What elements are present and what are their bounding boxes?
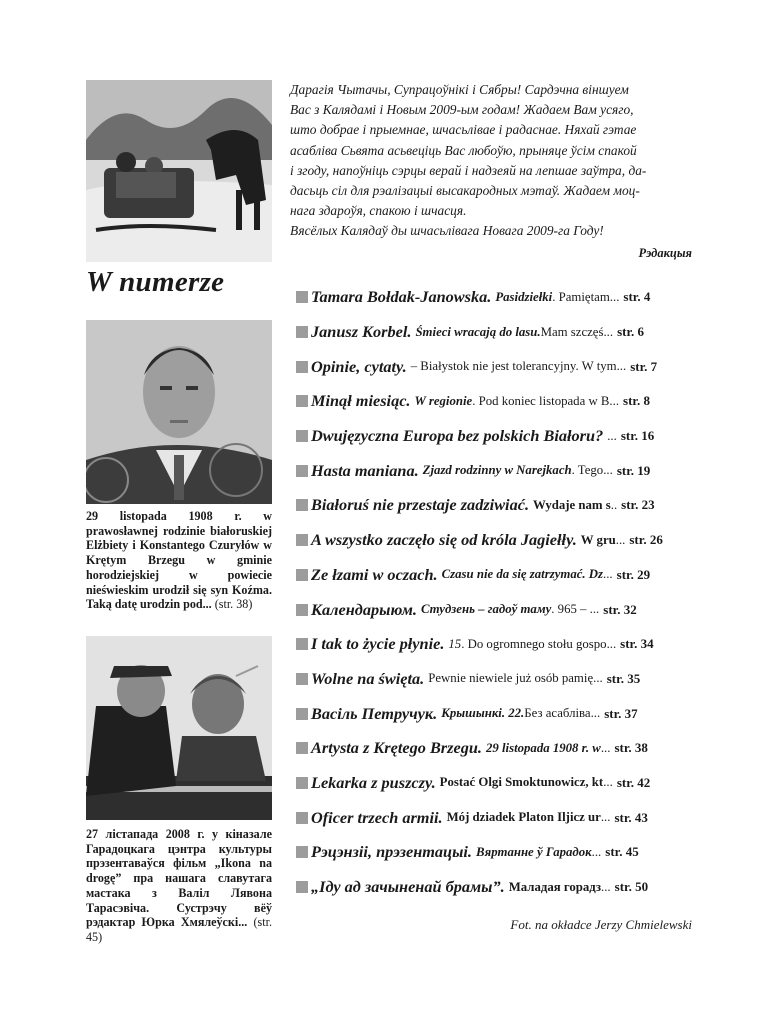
toc-entry[interactable]	[296, 870, 692, 905]
toc-entry[interactable]	[296, 558, 692, 593]
toc-title: I tak to życie płynie.	[311, 634, 445, 654]
square-bullet-icon	[296, 499, 308, 511]
toc-lead: Wydaje nam s	[533, 497, 611, 512]
toc-lead-rest: ...	[600, 810, 611, 825]
square-bullet-icon	[296, 638, 308, 650]
toc-entry[interactable]	[296, 731, 692, 766]
toc-title: Tamara Bołdak-Janowska.	[311, 287, 492, 307]
sleigh-photo	[86, 80, 272, 262]
toc-page-number: str. 26	[629, 532, 663, 548]
portrait-photo	[86, 320, 272, 504]
toc-page-number: str. 35	[606, 670, 641, 686]
toc-page-number: str. 42	[616, 774, 651, 790]
toc-lead-rest: Без асабліва...	[524, 706, 601, 721]
toc-entry[interactable]	[296, 800, 692, 835]
square-bullet-icon	[296, 430, 308, 442]
toc-page-number: str. 19	[616, 462, 651, 478]
square-bullet-icon	[296, 777, 308, 789]
square-bullet-icon	[296, 846, 308, 858]
toc-entry[interactable]	[296, 592, 692, 627]
toc-title: Białoruś nie przestaje zadziwiać.	[311, 495, 530, 515]
toc-lead-rest: ..	[610, 497, 618, 512]
toc-page-number: str. 8	[623, 393, 650, 409]
square-bullet-icon	[296, 742, 308, 754]
toc-page-number: str. 7	[630, 358, 658, 374]
greeting-line: што добрае і прыемнае, шчасьлівае і радаснае. Няхай гэтае	[290, 122, 637, 138]
photo-caption	[86, 827, 272, 945]
toc-lead: Крышынкі. 22.	[441, 706, 525, 721]
caption-text: 27 лістапада 2008 г. у кіназале Гарадоцкага цэнтра культуры прэзентаваўся фільм „Ikona na drogę” пра нашага славутага мастака з Валіл Лявона Тарасэвіча. Сустрэчу вёў рэдактар Юрка Хмялеўскі...	[86, 827, 272, 930]
greeting-line: Вясёлых Калядаў ды шчасьлівага Новага 2009-га Году!	[290, 223, 604, 239]
toc-lead: W regionie	[414, 393, 473, 408]
toc-title: A wszystko zaczęło się od króla Jagiełły.	[311, 530, 577, 550]
toc-lead: Pasidziełki	[495, 289, 553, 304]
toc-lead: W gru	[580, 532, 616, 547]
caption-text: 29 listopada 1908 r. w prawosławnej rodzinie białoruskiej Elżbiety i Konstantego Czuryłów w Krętym Brzegu w gminie horodziejskiej w powiecie nieświeskim urodził się syn Koźma. Taką datę urodzin pod...	[86, 509, 272, 612]
toc-page-number: str. 4	[623, 289, 651, 305]
toc-entry[interactable]	[296, 488, 692, 523]
greeting-signature: Рэдакцыя	[638, 245, 692, 260]
toc-lead: – Białystok nie jest tolerancyjny. W tym...	[410, 359, 627, 374]
toc-entry[interactable]	[296, 835, 692, 870]
toc-lead: Маладая горадз	[508, 879, 602, 894]
toc-page-number: str. 45	[605, 844, 639, 860]
toc-entry[interactable]	[296, 315, 692, 350]
film-presentation-photo	[86, 636, 272, 820]
toc-lead-rest: . Pod koniec listopada w B...	[472, 393, 620, 408]
square-bullet-icon	[296, 708, 308, 720]
toc-lead: Студзень – гадоў таму	[420, 602, 552, 617]
square-bullet-icon	[296, 604, 308, 616]
toc-lead: Postać Olgi Smoktunowicz, kt	[439, 775, 604, 790]
toc-lead: 29 listopada 1908 r. w	[485, 740, 601, 755]
square-bullet-icon	[296, 673, 308, 685]
toc-lead-rest: ...	[600, 740, 611, 755]
square-bullet-icon	[296, 534, 308, 546]
section-title: W numerze	[86, 266, 225, 298]
toc-page-number: str. 16	[620, 428, 655, 444]
greeting-line: Вас з Калядамі і Новым 2009-ым годам! Жадаем Вам усяго,	[290, 102, 634, 118]
toc-page-number: str. 38	[614, 740, 648, 756]
photo-caption	[86, 509, 272, 612]
toc-page-number: str. 34	[620, 636, 654, 652]
table-of-contents	[296, 280, 692, 904]
toc-entry[interactable]	[296, 419, 692, 454]
toc-lead-rest: . 965 – ...	[551, 602, 600, 617]
greeting-line: дасьць сіл для рэалізацыі высакародных мэтаў. Жадаем моц-	[290, 183, 640, 199]
toc-lead: Czasu nie da się zatrzymać. Dz	[441, 567, 604, 582]
greeting-line: Дарагія Чытачы, Супрацоўнікі і Сябры! Сардэчна віншуем	[290, 82, 629, 97]
toc-lead: Вяртанне ў Гарадок	[475, 844, 592, 859]
toc-lead-rest: ...	[603, 567, 613, 582]
toc-lead-rest: Mam szczęś...	[540, 324, 614, 339]
toc-entry[interactable]	[296, 453, 692, 488]
greeting-line: нага здароўя, спакою і шчасця.	[290, 203, 467, 219]
toc-lead-rest: ...	[603, 775, 613, 790]
toc-entry[interactable]	[296, 766, 692, 801]
toc-title: Wolne na święta.	[311, 668, 425, 688]
toc-lead: ...	[607, 428, 617, 443]
toc-lead-rest: ...	[591, 844, 602, 859]
toc-title: Lekarka z puszczy.	[311, 772, 436, 792]
toc-title: Hasta maniana.	[311, 460, 419, 480]
toc-title: „Іду ад зачыненай брамы”.	[311, 877, 505, 897]
greeting-line: і згоду, напоўніць сэрцы верай і надзеяй на лепшае заўтра, да-	[290, 162, 647, 178]
toc-lead: Zjazd rodzinny w Narejkach	[422, 463, 572, 478]
toc-title: Ze łzami w oczach.	[311, 564, 438, 584]
toc-page-number: str. 6	[617, 324, 645, 340]
toc-lead-rest: . Do ogromnego stołu gospo...	[461, 636, 617, 651]
toc-title: Dwujęzyczna Europa bez polskich Białoru?	[311, 426, 604, 446]
toc-lead: Mój dziadek Platon Iljicz ur	[446, 810, 601, 825]
square-bullet-icon	[296, 465, 308, 477]
toc-title: Рэцэнзіі, прэзентацыі.	[311, 842, 472, 862]
square-bullet-icon	[296, 881, 308, 893]
toc-title: Janusz Korbel.	[311, 322, 412, 342]
photo-credit: Fot. na okładce Jerzy Chmielewski	[510, 917, 692, 932]
caption-page-ref: (str. 38)	[214, 597, 253, 612]
toc-page-number: str. 50	[614, 879, 649, 895]
toc-lead-rest: ...	[615, 532, 626, 547]
toc-page-number: str. 23	[621, 497, 655, 513]
square-bullet-icon	[296, 569, 308, 581]
toc-lead: Pewnie niewiele już osób pamię...	[428, 671, 603, 686]
toc-title: Васіль Петручук.	[311, 703, 438, 723]
toc-page-number: str. 29	[616, 566, 651, 582]
square-bullet-icon	[296, 326, 308, 338]
square-bullet-icon	[296, 361, 308, 373]
toc-page-number: str. 32	[603, 601, 637, 617]
toc-title: Artysta z Krętego Brzegu.	[311, 738, 482, 758]
toc-page-number: str. 43	[614, 809, 648, 825]
square-bullet-icon	[296, 812, 308, 824]
toc-lead: 15	[448, 636, 462, 651]
holiday-greeting	[290, 80, 692, 263]
toc-lead-rest: . Pamiętam...	[552, 289, 620, 304]
toc-lead-rest: . Tego...	[571, 463, 613, 478]
toc-entry[interactable]	[296, 349, 692, 384]
square-bullet-icon	[296, 395, 308, 407]
toc-entry[interactable]	[296, 696, 692, 731]
toc-title: Oficer trzech armii.	[311, 807, 443, 827]
caption-page-ref: (str. 45)	[86, 915, 272, 944]
toc-entry[interactable]	[296, 627, 692, 662]
toc-entry[interactable]	[296, 384, 692, 419]
toc-title: Opinie, cytaty.	[311, 356, 407, 376]
toc-page-number: str. 37	[604, 705, 638, 721]
toc-entry[interactable]	[296, 523, 692, 558]
toc-entry[interactable]	[296, 280, 692, 315]
toc-title: Minął miesiąc.	[311, 391, 411, 411]
toc-entry[interactable]	[296, 662, 692, 697]
toc-lead-rest: ...	[601, 879, 611, 894]
greeting-line: асабліва Сьвята асьвеціць Вас любоўю, прыняце ўсім спакой	[290, 142, 637, 158]
square-bullet-icon	[296, 291, 308, 303]
toc-lead: Śmieci wracają do lasu.	[415, 324, 541, 339]
toc-title: Календарыюм.	[311, 599, 417, 619]
